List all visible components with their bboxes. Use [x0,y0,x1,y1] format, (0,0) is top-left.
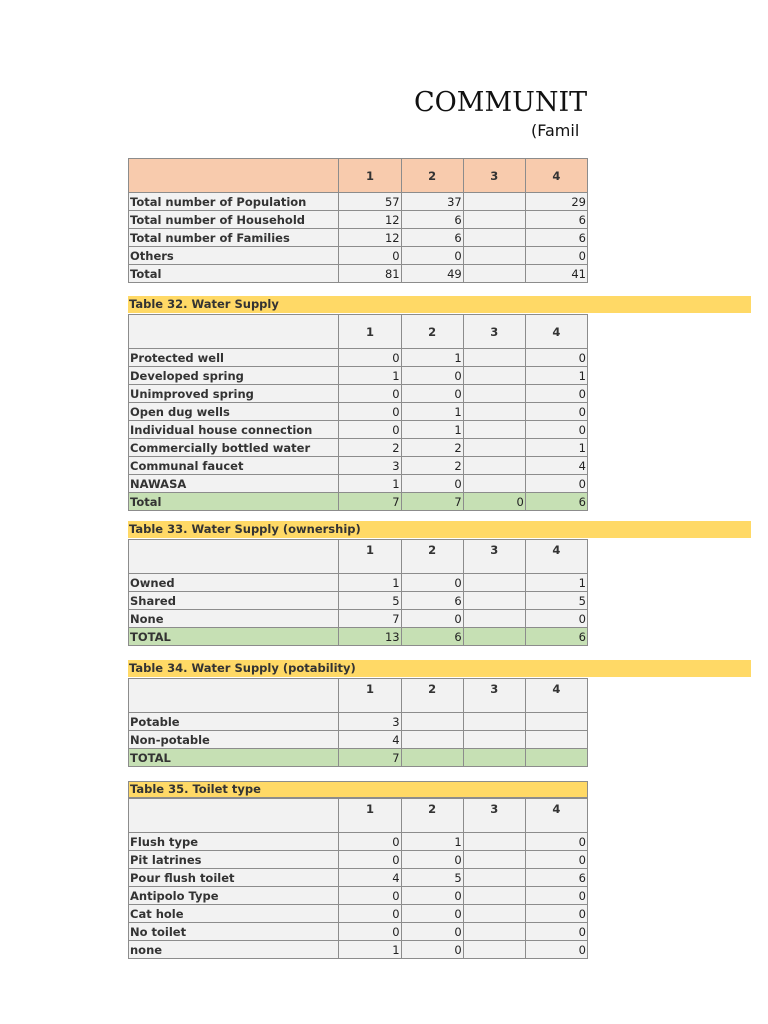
table-row [129,833,588,851]
water-ownership-table [128,539,588,646]
row-label: Total [129,493,339,511]
total-cell: 7 [401,493,463,511]
table-row [129,265,588,283]
row-label: Commercially bottled water [129,439,339,457]
column-header: 4 [525,679,587,713]
water-potability-table [128,678,588,767]
table-header-row [129,799,588,833]
value-cell [463,923,525,941]
column-header: 2 [401,315,463,349]
value-cell [463,475,525,493]
value-cell [463,713,525,731]
column-header: 3 [463,315,525,349]
column-header: 1 [339,679,401,713]
table-row [129,385,588,403]
row-label: Total number of Household [129,211,339,229]
column-header: 3 [463,799,525,833]
row-label: none [129,941,339,959]
table-32-title: Table 32. Water Supply [128,296,751,313]
value-cell: 0 [525,923,587,941]
value-cell: 1 [339,475,401,493]
value-cell: 3 [339,713,401,731]
table-header-row [129,679,588,713]
value-cell [463,731,525,749]
value-cell: 0 [339,887,401,905]
column-header: 1 [339,540,401,574]
row-label: NAWASA [129,475,339,493]
row-label: Cat hole [129,905,339,923]
table-row [129,367,588,385]
value-cell [463,247,525,265]
column-header: 4 [525,159,587,193]
value-cell: 0 [525,610,587,628]
document-subtitle: (Famil [531,121,580,140]
table-row [129,713,588,731]
total-cell: 6 [525,628,587,646]
value-cell: 0 [401,475,463,493]
value-cell: 5 [401,869,463,887]
value-cell: 0 [401,851,463,869]
total-cell: 0 [463,493,525,511]
row-label: Total number of Population [129,193,339,211]
value-cell: 4 [339,869,401,887]
value-cell [463,610,525,628]
value-cell: 5 [339,592,401,610]
row-label: Potable [129,713,339,731]
value-cell: 4 [525,457,587,475]
value-cell [463,905,525,923]
row-label: No toilet [129,923,339,941]
value-cell: 1 [401,421,463,439]
value-cell: 0 [525,385,587,403]
value-cell: 0 [401,923,463,941]
value-cell: 2 [339,439,401,457]
toilet-type-table [128,798,588,959]
column-header: 1 [339,799,401,833]
header-blank-cell [129,540,339,574]
value-cell: 0 [339,403,401,421]
row-label: Shared [129,592,339,610]
value-cell: 0 [339,247,401,265]
value-cell: 0 [401,574,463,592]
total-cell: 13 [339,628,401,646]
column-header: 2 [401,799,463,833]
row-label: TOTAL [129,749,339,767]
value-cell: 0 [525,941,587,959]
value-cell: 6 [525,211,587,229]
row-label: Pit latrines [129,851,339,869]
column-header: 2 [401,159,463,193]
value-cell: 1 [339,941,401,959]
value-cell [463,869,525,887]
value-cell: 1 [401,403,463,421]
column-header: 1 [339,159,401,193]
table-row [129,923,588,941]
value-cell: 0 [401,905,463,923]
total-row [129,493,588,511]
value-cell: 6 [401,592,463,610]
value-cell: 1 [525,439,587,457]
table-row [129,610,588,628]
column-header: 4 [525,540,587,574]
column-header: 3 [463,159,525,193]
value-cell [463,439,525,457]
document-title: COMMUNIT [414,87,588,118]
row-label: Non-potable [129,731,339,749]
column-header: 4 [525,799,587,833]
value-cell [463,211,525,229]
column-header: 2 [401,679,463,713]
value-cell [525,713,587,731]
table-header-row [129,315,588,349]
value-cell [463,385,525,403]
table-row [129,439,588,457]
value-cell: 0 [339,851,401,869]
table-header-row [129,540,588,574]
header-blank-cell [129,679,339,713]
header-blank-cell [129,159,339,193]
header-blank-cell [129,799,339,833]
row-label: Protected well [129,349,339,367]
table-row [129,457,588,475]
value-cell: 81 [339,265,401,283]
value-cell: 1 [525,367,587,385]
table-row [129,403,588,421]
column-header: 1 [339,315,401,349]
row-label: Others [129,247,339,265]
value-cell [463,367,525,385]
table-row [129,887,588,905]
value-cell: 0 [401,941,463,959]
value-cell: 1 [339,367,401,385]
row-label: Individual house connection [129,421,339,439]
value-cell: 4 [339,731,401,749]
value-cell: 2 [401,439,463,457]
total-cell: 7 [339,749,401,767]
total-cell [463,628,525,646]
value-cell: 0 [525,475,587,493]
value-cell [463,349,525,367]
row-label: TOTAL [129,628,339,646]
table-34-title: Table 34. Water Supply (potability) [128,660,751,677]
value-cell: 0 [339,349,401,367]
value-cell: 0 [525,905,587,923]
header-blank-cell [129,315,339,349]
value-cell [463,592,525,610]
row-label: Communal faucet [129,457,339,475]
value-cell [463,887,525,905]
water-supply-table [128,314,588,511]
total-cell [525,749,587,767]
value-cell [463,851,525,869]
table-33-title: Table 33. Water Supply (ownership) [128,521,751,538]
value-cell: 1 [401,833,463,851]
row-label: Pour flush toilet [129,869,339,887]
table-row [129,869,588,887]
value-cell [463,457,525,475]
value-cell: 6 [401,229,463,247]
total-cell [401,749,463,767]
table-row [129,229,588,247]
value-cell: 0 [525,247,587,265]
value-cell: 0 [401,610,463,628]
value-cell: 49 [401,265,463,283]
value-cell: 0 [525,887,587,905]
value-cell: 5 [525,592,587,610]
value-cell: 0 [339,905,401,923]
value-cell: 7 [339,610,401,628]
value-cell: 0 [339,421,401,439]
table-row [129,211,588,229]
table-row [129,731,588,749]
table-row [129,193,588,211]
total-cell [463,749,525,767]
value-cell: 2 [401,457,463,475]
row-label: None [129,610,339,628]
value-cell: 0 [339,923,401,941]
column-header: 3 [463,679,525,713]
value-cell: 0 [401,887,463,905]
value-cell [463,403,525,421]
value-cell [525,731,587,749]
row-label: Unimproved spring [129,385,339,403]
value-cell [463,574,525,592]
value-cell: 0 [525,833,587,851]
value-cell: 37 [401,193,463,211]
row-label: Developed spring [129,367,339,385]
value-cell [463,941,525,959]
table-35-title: Table 35. Toilet type [128,781,588,798]
value-cell: 0 [525,403,587,421]
total-cell: 6 [525,493,587,511]
value-cell: 6 [401,211,463,229]
value-cell [463,193,525,211]
value-cell: 0 [401,367,463,385]
total-cell: 6 [401,628,463,646]
table-row [129,851,588,869]
row-label: Open dug wells [129,403,339,421]
value-cell: 41 [525,265,587,283]
value-cell: 3 [339,457,401,475]
value-cell: 1 [339,574,401,592]
total-row [129,628,588,646]
column-header: 4 [525,315,587,349]
column-header: 2 [401,540,463,574]
table-row [129,574,588,592]
table-header-row [129,159,588,193]
value-cell [463,229,525,247]
row-label: Total [129,265,339,283]
value-cell: 0 [525,421,587,439]
total-cell: 7 [339,493,401,511]
row-label: Total number of Families [129,229,339,247]
value-cell: 0 [525,349,587,367]
total-row [129,749,588,767]
value-cell [463,265,525,283]
value-cell: 12 [339,211,401,229]
value-cell: 0 [525,851,587,869]
value-cell [401,731,463,749]
value-cell: 29 [525,193,587,211]
table-row [129,941,588,959]
value-cell: 0 [339,385,401,403]
value-cell: 1 [401,349,463,367]
value-cell: 0 [401,247,463,265]
value-cell: 0 [339,833,401,851]
table-row [129,592,588,610]
table-row [129,421,588,439]
row-label: Owned [129,574,339,592]
value-cell: 0 [401,385,463,403]
table-row [129,475,588,493]
table-row [129,349,588,367]
population-table [128,158,588,283]
row-label: Flush type [129,833,339,851]
value-cell: 6 [525,229,587,247]
value-cell [463,833,525,851]
table-row [129,905,588,923]
table-row [129,247,588,265]
value-cell: 12 [339,229,401,247]
value-cell [401,713,463,731]
value-cell: 1 [525,574,587,592]
value-cell [463,421,525,439]
value-cell: 57 [339,193,401,211]
column-header: 3 [463,540,525,574]
value-cell: 6 [525,869,587,887]
row-label: Antipolo Type [129,887,339,905]
